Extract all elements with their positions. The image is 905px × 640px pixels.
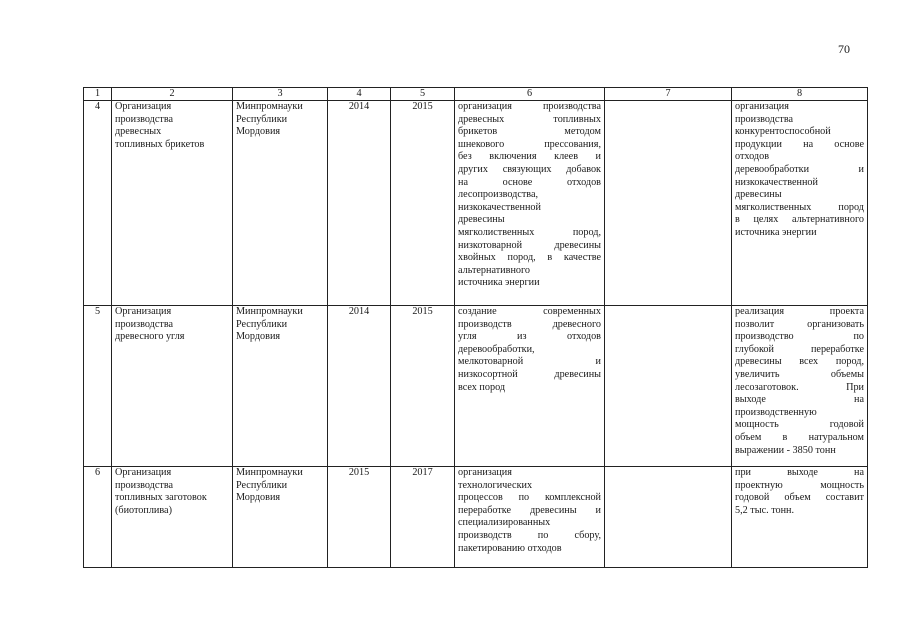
- cell-text-line: 5,2 тыс. тонн.: [735, 504, 795, 516]
- cell-text-line: топливных брикетов: [115, 138, 205, 150]
- cell-text-line: продукции на основе: [735, 138, 864, 150]
- cell-text-line: организация: [458, 467, 512, 478]
- activities-table: [83, 87, 868, 568]
- cell-text-line: процессов по комплексной: [458, 492, 601, 504]
- cell-text-line: Республики: [236, 113, 288, 125]
- cell-text-line: позволит организовать: [735, 318, 864, 330]
- column-header: 1: [84, 88, 112, 101]
- cell-text-line: без включения клеев и: [458, 151, 601, 163]
- cell-text-line: производства: [115, 113, 174, 125]
- cell-text-line: реализация проекта: [735, 306, 864, 317]
- responsible-executor: [233, 101, 328, 306]
- column-header: 2: [112, 88, 233, 101]
- cell-text-line: низкотоварной древесины: [458, 239, 601, 251]
- cell-text-line: Мордовия: [236, 126, 281, 138]
- cell-text-line: Республики: [236, 318, 288, 330]
- cell-text-line: производств по сбору,: [458, 529, 601, 541]
- cell-text-line: производств древесного: [458, 318, 601, 330]
- cell-text-line: деревообработки и: [735, 163, 864, 175]
- start-year: 2014: [328, 306, 391, 467]
- cell-text-line: увеличить объемы: [735, 368, 864, 380]
- cell-text-line: угля из отходов: [458, 331, 601, 343]
- expected-result: [732, 101, 868, 306]
- cell-text-line: производственную: [735, 406, 817, 418]
- cell-text-line: производства: [115, 318, 174, 330]
- cell-text-line: Мордовия: [236, 331, 281, 343]
- cell-text-line: лесозаготовок. При: [735, 381, 864, 393]
- cell-text-line: объем в натуральном: [735, 431, 864, 443]
- cell-text-line: Минпромнауки: [236, 101, 303, 112]
- start-year: 2014: [328, 101, 391, 306]
- activity-name: [112, 306, 233, 467]
- expected-result: [732, 306, 868, 467]
- cell-text-line: производство по: [735, 331, 864, 343]
- cell-text-line: на основе отходов: [458, 176, 601, 188]
- activity-content: [455, 467, 605, 568]
- column-7-cell: [605, 101, 732, 306]
- cell-text-line: Организация: [115, 467, 172, 478]
- column-header: 3: [233, 88, 328, 101]
- cell-text-line: источника энергии: [735, 226, 817, 238]
- expected-result: [732, 467, 868, 568]
- cell-text-line: отходов: [735, 151, 770, 163]
- table-row: [84, 306, 868, 467]
- cell-text-line: (биотоплива): [115, 504, 172, 516]
- cell-text-line: Организация: [115, 306, 172, 317]
- end-year: 2015: [391, 306, 455, 467]
- cell-text-line: выходе на: [735, 394, 864, 406]
- cell-text-line: создание современных: [458, 306, 601, 317]
- cell-text-line: мощность годовой: [735, 419, 864, 431]
- responsible-executor: [233, 467, 328, 568]
- row-number: 4: [84, 101, 112, 306]
- cell-text-line: мягколиственных пород,: [458, 226, 601, 238]
- cell-text-line: мягколиственных пород: [735, 201, 864, 213]
- table-header-row: [84, 88, 868, 101]
- activity-content: [455, 306, 605, 467]
- cell-text-line: топливных заготовок: [115, 492, 207, 504]
- cell-text-line: шнекового прессования,: [458, 138, 601, 150]
- cell-text-line: низкокачественной: [735, 176, 818, 188]
- cell-text-line: при выходе на: [735, 467, 864, 478]
- cell-text-line: проектную мощность: [735, 479, 864, 491]
- cell-text-line: Мордовия: [236, 492, 281, 504]
- column-7-cell: [605, 467, 732, 568]
- cell-text-line: выражении - 3850 тонн: [735, 444, 836, 456]
- cell-text-line: хвойных пород, в качестве: [458, 252, 601, 264]
- cell-text-line: технологических: [458, 479, 533, 491]
- cell-text-line: переработке древесины и: [458, 504, 601, 516]
- end-year: 2015: [391, 101, 455, 306]
- cell-text-line: других связующих добавок: [458, 163, 601, 175]
- cell-text-line: годовой объем составит: [735, 492, 864, 504]
- cell-text-line: древесных топливных: [458, 113, 601, 125]
- cell-text-line: древесины всех пород,: [735, 356, 864, 368]
- table-row: [84, 467, 868, 568]
- column-header: 5: [391, 88, 455, 101]
- cell-text-line: древесины: [458, 214, 505, 226]
- activity-name: [112, 101, 233, 306]
- cell-text-line: альтернативного: [458, 264, 531, 276]
- cell-text-line: древесного угля: [115, 331, 185, 343]
- cell-text-line: древесных: [115, 126, 162, 138]
- row-number: 5: [84, 306, 112, 467]
- cell-text-line: конкурентоспособной: [735, 126, 831, 138]
- cell-text-line: низкокачественной: [458, 201, 541, 213]
- cell-text-line: организация: [735, 101, 789, 112]
- cell-text-line: брикетов методом: [458, 126, 601, 138]
- column-header: 4: [328, 88, 391, 101]
- page-number: 70: [838, 42, 850, 56]
- cell-text-line: специализированных: [458, 517, 551, 529]
- cell-text-line: в целях альтернативного: [735, 214, 864, 226]
- cell-text-line: мелкотоварной и: [458, 356, 601, 368]
- table-row: [84, 101, 868, 306]
- row-number: 6: [84, 467, 112, 568]
- cell-text-line: пакетированию отходов: [458, 542, 562, 554]
- start-year: 2015: [328, 467, 391, 568]
- responsible-executor: [233, 306, 328, 467]
- cell-text-line: Минпромнауки: [236, 467, 303, 478]
- end-year: 2017: [391, 467, 455, 568]
- cell-text-line: лесопроизводства,: [458, 189, 539, 201]
- cell-text-line: Организация: [115, 101, 172, 112]
- cell-text-line: производства: [115, 479, 174, 491]
- activity-content: [455, 101, 605, 306]
- column-header: 8: [732, 88, 868, 101]
- column-header: 7: [605, 88, 732, 101]
- cell-text-line: древесины: [735, 189, 782, 201]
- cell-text-line: Республики: [236, 479, 288, 491]
- activity-name: [112, 467, 233, 568]
- column-header: 6: [455, 88, 605, 101]
- cell-text-line: производства: [735, 113, 794, 125]
- cell-text-line: источника энергии: [458, 277, 540, 289]
- cell-text-line: глубокой переработке: [735, 343, 864, 355]
- cell-text-line: организация производства: [458, 101, 601, 112]
- cell-text-line: низкосортной древесины: [458, 368, 601, 380]
- cell-text-line: деревообработки,: [458, 343, 535, 355]
- column-7-cell: [605, 306, 732, 467]
- cell-text-line: всех пород: [458, 381, 506, 393]
- cell-text-line: Минпромнауки: [236, 306, 303, 317]
